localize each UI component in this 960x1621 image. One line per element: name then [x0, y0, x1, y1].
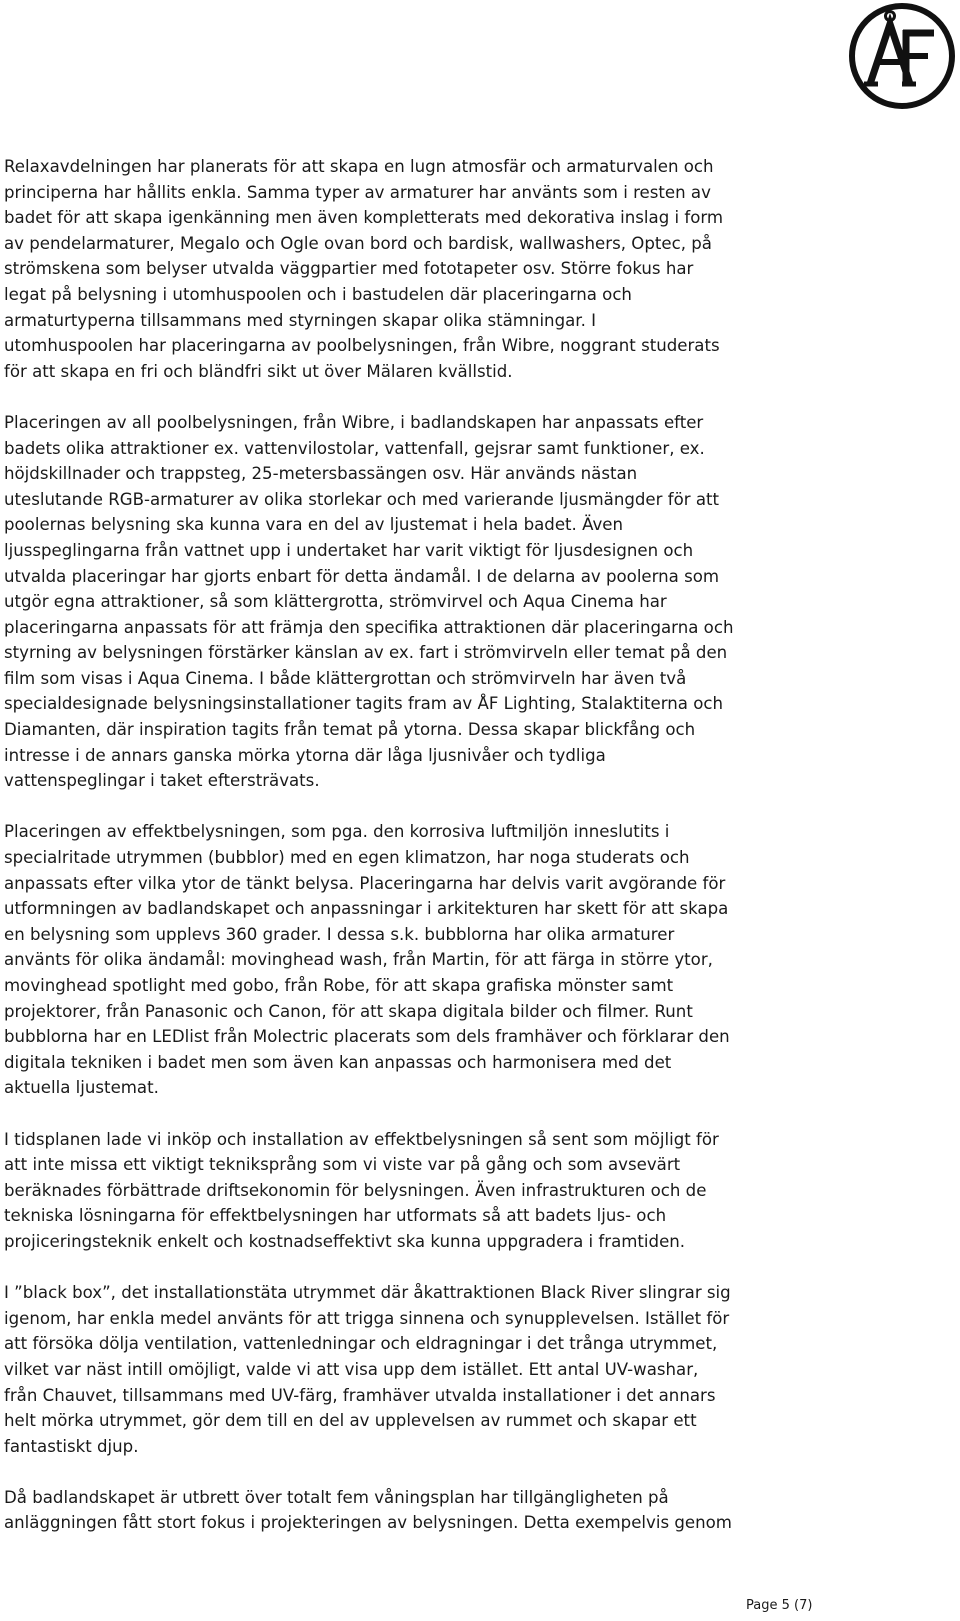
page-number: Page 5 (7) [746, 1598, 813, 1613]
paragraph-relaxavdelningen: Relaxavdelningen har planerats för att skapa en lugn atmosfär och armaturvalen och principerna har hållits enkla. Samma typer av armaturer har använts som i resten av badet för att skapa igenkänning men även kompletterats med dekorativa inslag i form av pendelarmaturer, Megalo och Ogle ovan bord och bardisk, wallwashers, Optec, på strömskena som belyser utvalda väggpartier med fototapeter osv. Större fokus har legat på belysning i utomhuspoolen och i bastudelen där placeringarna och armaturtyperna tillsammans med styrningen skapar olika stämningar. I utomhuspoolen har placeringarna av poolbelysningen, från Wibre, noggrant studerats för att skapa en fri och bländfri sikt ut över Mälaren kvällstid. [4, 157, 724, 381]
paragraph-black-box: I ”black box”, det installationstäta utrymmet där åkattraktionen Black River slingrar sig igenom, har enkla medel använts för att trigga sinnena och synupplevelsen. Istället för att försöka dölja ventilation, vattenledningar och eldragningar i det trånga utrymmet, vilket var näst intill omöjligt, valde vi att visa upp dem istället. Ett antal UV-washar, från Chauvet, tillsammans med UV-färg, framhäver utvalda installationer i det annars helt mörka utrymmet, gör dem till en del av upplevelsen av rummet och skapar ett fantastiskt djup. [4, 1283, 731, 1456]
document-body [4, 154, 828, 1562]
paragraph-tidsplan: I tidsplanen lade vi inköp och installation av effektbelysningen så sent som möjligt för att inte missa ett viktigt tekniksprång som vi viste var på gång och som avsevärt beräknades förbättrade driftsekonomin för belysningen. Även infrastrukturen och de tekniska lösningarna för effektbelysningen har utformats så att badets ljus- och projiceringsteknik enkelt och kostnadseffektivt ska kunna uppgradera i framtiden. [4, 1129, 719, 1251]
paragraph-poolbelysning: Placeringen av all poolbelysningen, från Wibre, i badlandskapen har anpassats efter badets olika attraktioner ex. vattenvilostolar, vattenfall, gejsrar samt funktioner, ex. höjdskillnader och trappsteg, 25-metersbassängen osv. Här används nästan uteslutande RGB-armaturer av olika storlekar och med varierande ljusmängder för att poolernas belysning ska kunna vara en del av ljustemat i hela badet. Även ljusspeglingarna från vattnet upp i undertaket har varit viktigt för ljusdesignen och utvalda placeringar har gjorts enbart för detta ändamål. I de delarna av poolerna som utgör egna attraktioner, så som klättergrotta, strömvirvel och Aqua Cinema har placeringarna anpassats för att främja den specifika attraktionen där placeringarna och styrning av belysningen förstärker känslan av ex. fart i strömvirveln eller temat på den film som visas i Aqua Cinema. I både klättergrottan och strömvirveln har även två specialdesignade belysningsinstallationer tagits fram av ÅF Lighting, Stalaktiterna och Diamanten, där inspiration tagits från temat på ytorna. Dessa skapar blickfång och intresse i de annars ganska mörka ytorna där låga ljusnivåer och tydliga vattenspeglingar i taket eftersträvats. [4, 412, 734, 791]
paragraph-tillganglighet: Då badlandskapet är utbrett över totalt fem våningsplan har tillgängligheten på anläggningen fått stort fokus i projekteringen av belysningen. Detta exempelvis genom [4, 1487, 732, 1533]
paragraph-effektbelysning: Placeringen av effektbelysningen, som pga. den korrosiva luftmiljön inneslutits i specialritade utrymmen (bubblor) med en egen klimatzon, har noga studerats och anpassats efter vilka ytor de tänkt belysa. Placeringarna har delvis varit avgörande för utformningen av badlandskapet och anpassningar i arkitekturen har skett för att skapa en belysning som upplevs 360 grader. I dessa s.k. bubblorna har olika armaturer använts för olika ändamål: movinghead wash, från Martin, för att färga in större ytor, movinghead spotlight med gobo, från Robe, för att skapa grafiska mönster samt projektorer, från Panasonic och Canon, för att skapa digitala bilder och filmer. Runt bubblorna har en LEDlist från Molectric placerats som dels framhäver och förklarar den digitala tekniken i badet men som även kan anpassas och harmonisera med det aktuella ljustemat. [4, 822, 730, 1098]
af-circle-logo-icon [846, 0, 958, 112]
